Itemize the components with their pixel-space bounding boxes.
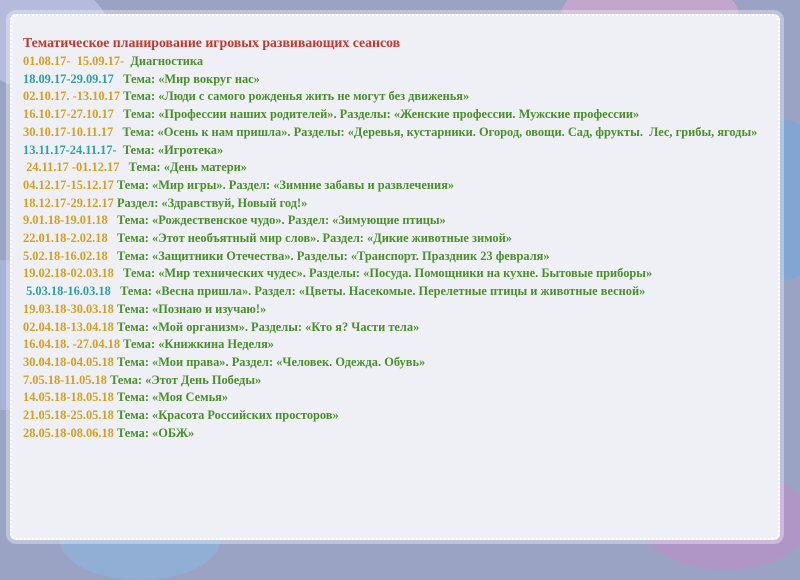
schedule-row [23,177,767,195]
schedule-row [23,195,767,213]
schedule-row [23,301,767,319]
date-range: 5.02.18-16.02.18 [23,248,108,263]
date-range: 16.04.18. -27.04.18 [23,337,121,352]
theme-text: Тема: «Мои права». Раздел: «Человек. Одежда. Обувь» [113,354,426,369]
date-range: 14.05.18-18.05.18 [23,390,114,405]
schedule-row [23,248,767,266]
theme-text: Тема: «Весна пришла». Раздел: «Цветы. Насекомые. Перелетные птицы и животные весной» [110,284,646,299]
theme-text: Тема: «Люди с самого рожденья жить не могут без движенья» [120,89,470,104]
schedule-row [23,319,767,337]
date-range: 13.11.17-24.11.17- [23,142,117,157]
date-range: 01.08.17- 15.09.17- [23,54,125,68]
schedule-row [23,425,767,443]
schedule-row [23,142,767,160]
date-range: 22.01.18-2.02.18 [23,231,108,246]
date-range: 24.11.17 -01.12.17 [23,160,120,175]
schedule-row [23,212,767,230]
schedule-row [23,407,767,425]
theme-text: Тема: «Этот необъятный мир слов». Раздел: «Дикие животные зимой» [107,231,512,246]
schedule-row [23,106,767,124]
date-range: 28.05.18-08.06.18 [23,425,114,440]
schedule-row [23,230,767,248]
date-range: 02.10.17. -13.10.17 [23,89,121,104]
schedule-row [23,124,767,142]
date-range: 04.12.17-15.12.17 [23,177,114,192]
theme-text: Тема: «ОБЖ» [113,425,195,440]
schedule-row [23,336,767,354]
date-range: 30.10.17-10.11.17 [23,124,114,139]
date-range: 16.10.17-27.10.17 [23,107,114,122]
date-range: 7.05.18-11.05.18 [23,372,107,387]
page-title: Тематическое планирование игровых развивающих сеансов [23,35,401,50]
schedule-row [23,88,767,106]
date-range: 21.05.18-25.05.18 [23,408,114,423]
theme-text: Тема: «Мир вокруг нас» [113,71,260,86]
theme-text: Тема: «Профессии наших родителей». Разделы: «Женские профессии. Мужские профессии» [113,107,640,122]
date-range: 19.02.18-02.03.18 [23,266,114,281]
date-range: 19.03.18-30.03.18 [23,301,114,316]
schedule-row [23,53,767,71]
schedule-row [23,71,767,89]
schedule-row [23,159,767,177]
theme-text: Тема: «Мир игры». Раздел: «Зимние забавы и развлечения» [113,177,455,192]
theme-text: Диагностика [124,54,204,68]
date-range: 30.04.18-04.05.18 [23,354,114,369]
date-range: 9.01.18-19.01.18 [23,213,108,228]
theme-text: Тема: «Мой организм». Разделы: «Кто я? Части тела» [113,319,420,334]
schedule-row [23,372,767,390]
theme-text: Тема: «Этот День Победы» [106,372,262,387]
schedule-row [23,354,767,372]
theme-text: Тема: «Защитники Отечества». Разделы: «Транспорт. Праздник 23 февраля» [107,248,550,263]
theme-text: Тема: «Познаю и изучаю!» [113,301,267,316]
theme-text: Тема: «Книжкина Неделя» [120,337,274,352]
schedule-row [23,283,767,301]
date-range: 5.03.18-16.03.18 [23,284,111,299]
theme-text: Тема: «Мир технических чудес». Разделы: «Посуда. Помощники на кухне. Бытовые приборы» [113,266,653,281]
date-range: 02.04.18-13.04.18 [23,319,114,334]
theme-text: Раздел: «Здравствуй, Новый год!» [113,195,308,210]
theme-text: Тема: «Красота Российских просторов» [113,408,339,423]
schedule-row [23,265,767,283]
date-range: 18.09.17-29.09.17 [23,71,114,86]
schedule-list [23,53,767,442]
date-range: 18.12.17-29.12.17 [23,195,114,210]
theme-text: Тема: «Осень к нам пришла». Разделы: «Деревья, кустарники. Огород, овощи. Сад, фрукты. Лес, грибы, ягоды» [113,124,758,139]
theme-text: Тема: «Игротека» [116,142,224,157]
theme-text: Тема: «Моя Семья» [113,390,229,405]
theme-text: Тема: «День матери» [119,160,247,175]
schedule-text [23,34,767,442]
theme-text: Тема: «Рождественское чудо». Раздел: «Зимующие птицы» [107,213,446,228]
schedule-row [23,389,767,407]
